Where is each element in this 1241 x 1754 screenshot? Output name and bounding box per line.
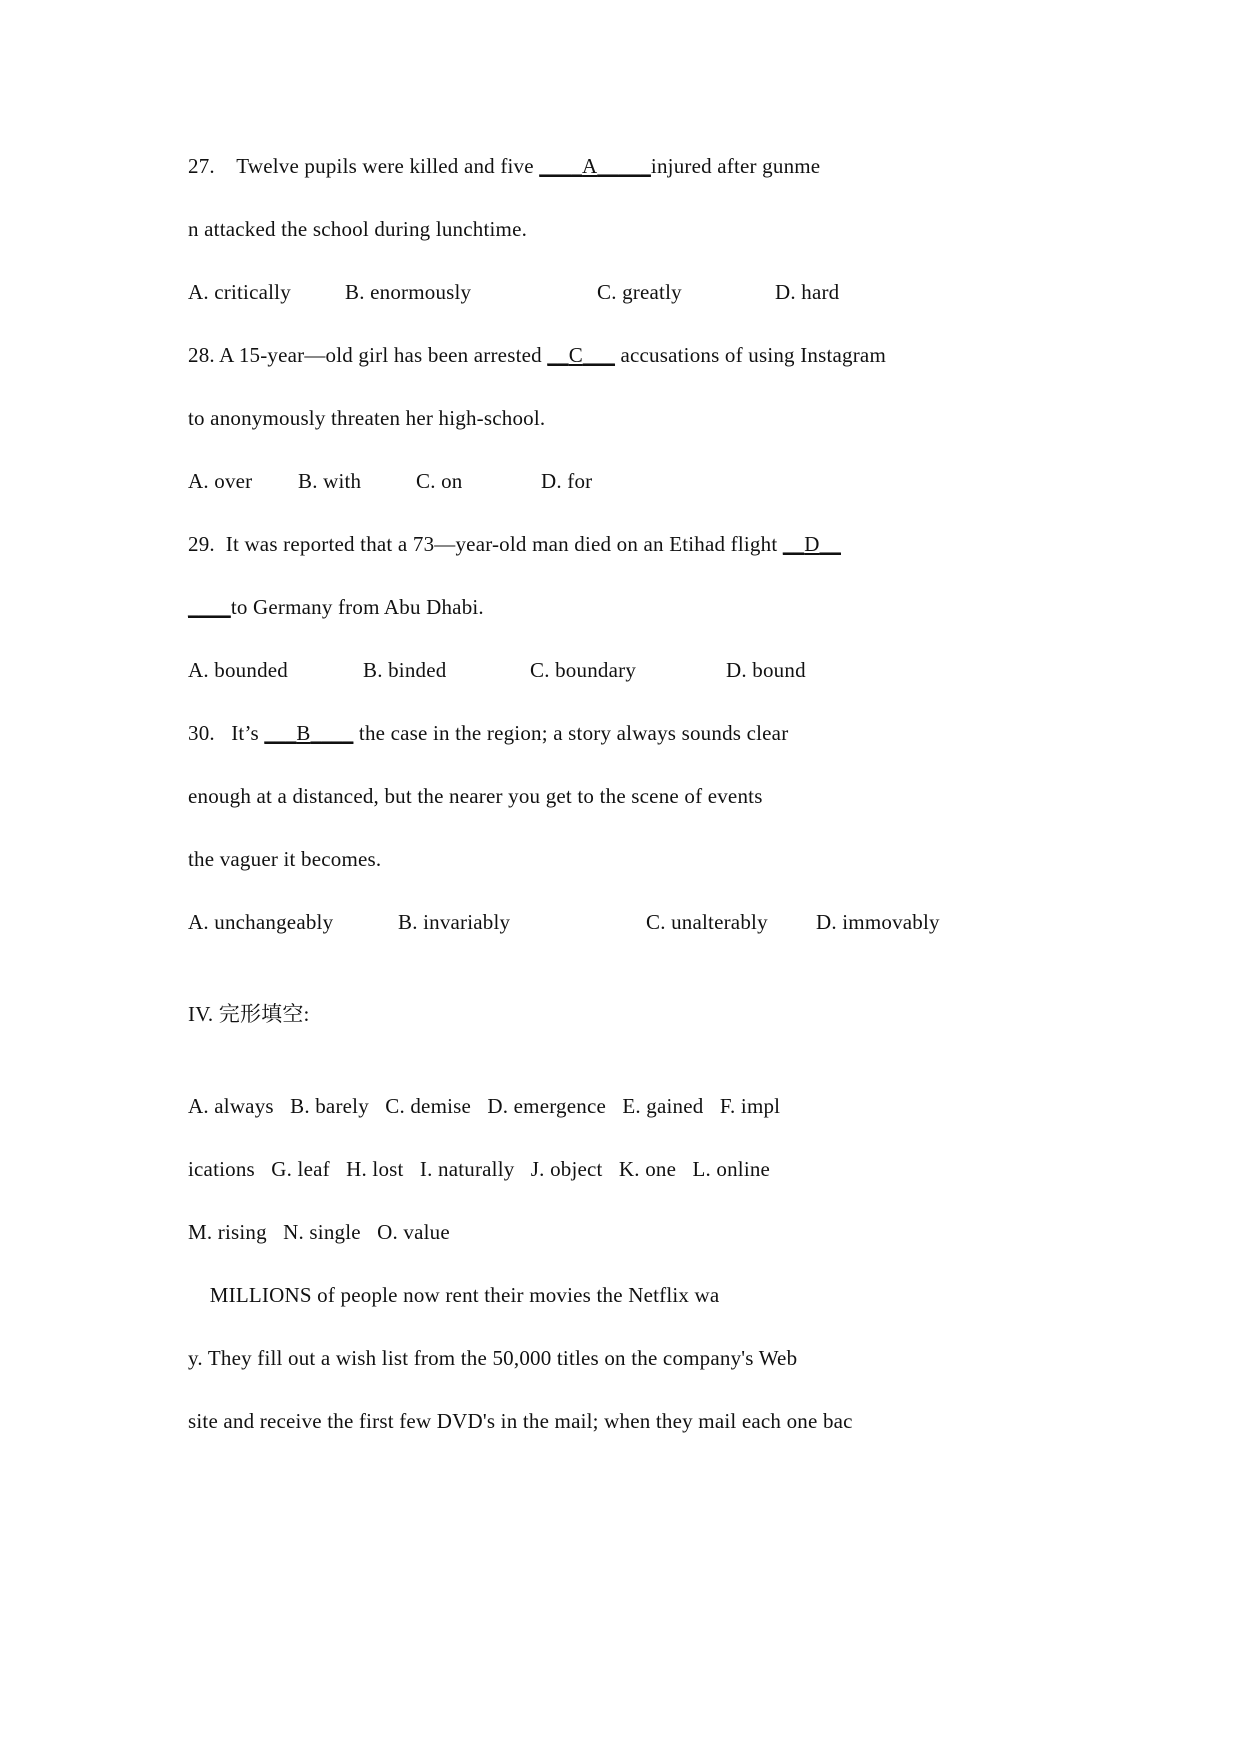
q28-line-1	[188, 341, 886, 369]
q27-text-before: Twelve pupils were killed and five	[236, 154, 540, 178]
q27-line-1	[188, 152, 820, 180]
q27-option-c: C. greatly	[597, 280, 682, 304]
q30-option-d: D. immovably	[816, 910, 940, 934]
q27-blank-right: _____	[597, 154, 651, 178]
word-bank-line-2: ications G. leaf H. lost I. naturally J. object K. one L. online	[188, 1157, 771, 1181]
q30-blank-left: ___	[264, 721, 297, 745]
q29-answer: D	[804, 532, 820, 556]
q30-option-b: B. invariably	[398, 910, 511, 934]
q27-line-2: n attacked the school during lunchtime.	[188, 217, 528, 241]
q29-option-d: D. bound	[726, 658, 806, 682]
q27-text-after: injured after gunme	[650, 154, 821, 178]
q27-option-a: A. critically	[188, 280, 291, 304]
q28-blank-left: __	[547, 343, 569, 367]
q27-number: 27.	[188, 154, 215, 178]
q29-option-b: B. binded	[363, 658, 447, 682]
q28-blank-right: ___	[582, 343, 616, 367]
q29-line2-blank: ____	[188, 595, 231, 619]
word-bank-line-3: M. rising N. single O. value	[188, 1220, 450, 1244]
q28-text-before: A 15-year—old girl has been arrested	[219, 343, 548, 367]
passage-line-1: MILLIONS of people now rent their movies the Netflix wa	[188, 1283, 720, 1307]
q29-line-2	[188, 593, 484, 621]
q29-options	[188, 656, 806, 684]
q29-line2-text: to Germany from Abu Dhabi.	[230, 595, 484, 619]
q28-number: 28.	[188, 343, 215, 367]
passage-line-2: y. They fill out a wish list from the 50,000 titles on the company's Web	[188, 1346, 798, 1370]
q27-options	[188, 278, 839, 306]
q30-answer: B	[296, 721, 311, 745]
q30-option-a: A. unchangeably	[188, 910, 334, 934]
q27-answer: A	[582, 154, 598, 178]
q29-blank-left: __	[782, 532, 805, 556]
q27-option-b: B. enormously	[345, 280, 472, 304]
q28-answer: C	[568, 343, 583, 367]
passage-line-3: site and receive the first few DVD's in the mail; when they mail each one bac	[188, 1409, 853, 1433]
q30-line-3: the vaguer it becomes.	[188, 847, 382, 871]
q28-options	[188, 467, 592, 495]
q30-number: 30.	[188, 721, 215, 745]
q28-option-d: D. for	[541, 469, 593, 493]
q28-text-after: accusations of using Instagram	[615, 343, 886, 367]
q29-option-a: A. bounded	[188, 658, 288, 682]
q29-option-c: C. boundary	[530, 658, 637, 682]
q30-option-c: C. unalterably	[646, 910, 768, 934]
word-bank-line-1: A. always B. barely C. demise D. emergence E. gained F. impl	[188, 1094, 781, 1118]
q28-line-2: to anonymously threaten her high-school.	[188, 406, 546, 430]
q30-options	[188, 908, 940, 936]
q30-line-2: enough at a distanced, but the nearer you get to the scene of events	[188, 784, 763, 808]
q29-blank-right: __	[819, 532, 841, 556]
q30-text-before: It’s	[231, 721, 265, 745]
q29-number: 29.	[188, 532, 215, 556]
q30-text-after: the case in the region; a story always sounds clear	[353, 721, 789, 745]
section-heading: IV. 完形填空:	[188, 1002, 310, 1026]
q29-line-1	[188, 530, 841, 558]
q28-option-c: C. on	[416, 469, 463, 493]
q30-line-1	[188, 719, 788, 747]
q27-blank-left: ____	[539, 154, 583, 178]
q27-option-d: D. hard	[775, 280, 840, 304]
q28-option-a: A. over	[188, 469, 253, 493]
q28-option-b: B. with	[298, 469, 362, 493]
q30-blank-right: ____	[310, 721, 354, 745]
q29-text-before: It was reported that a 73—year-old man died on an Etihad flight	[225, 532, 783, 556]
